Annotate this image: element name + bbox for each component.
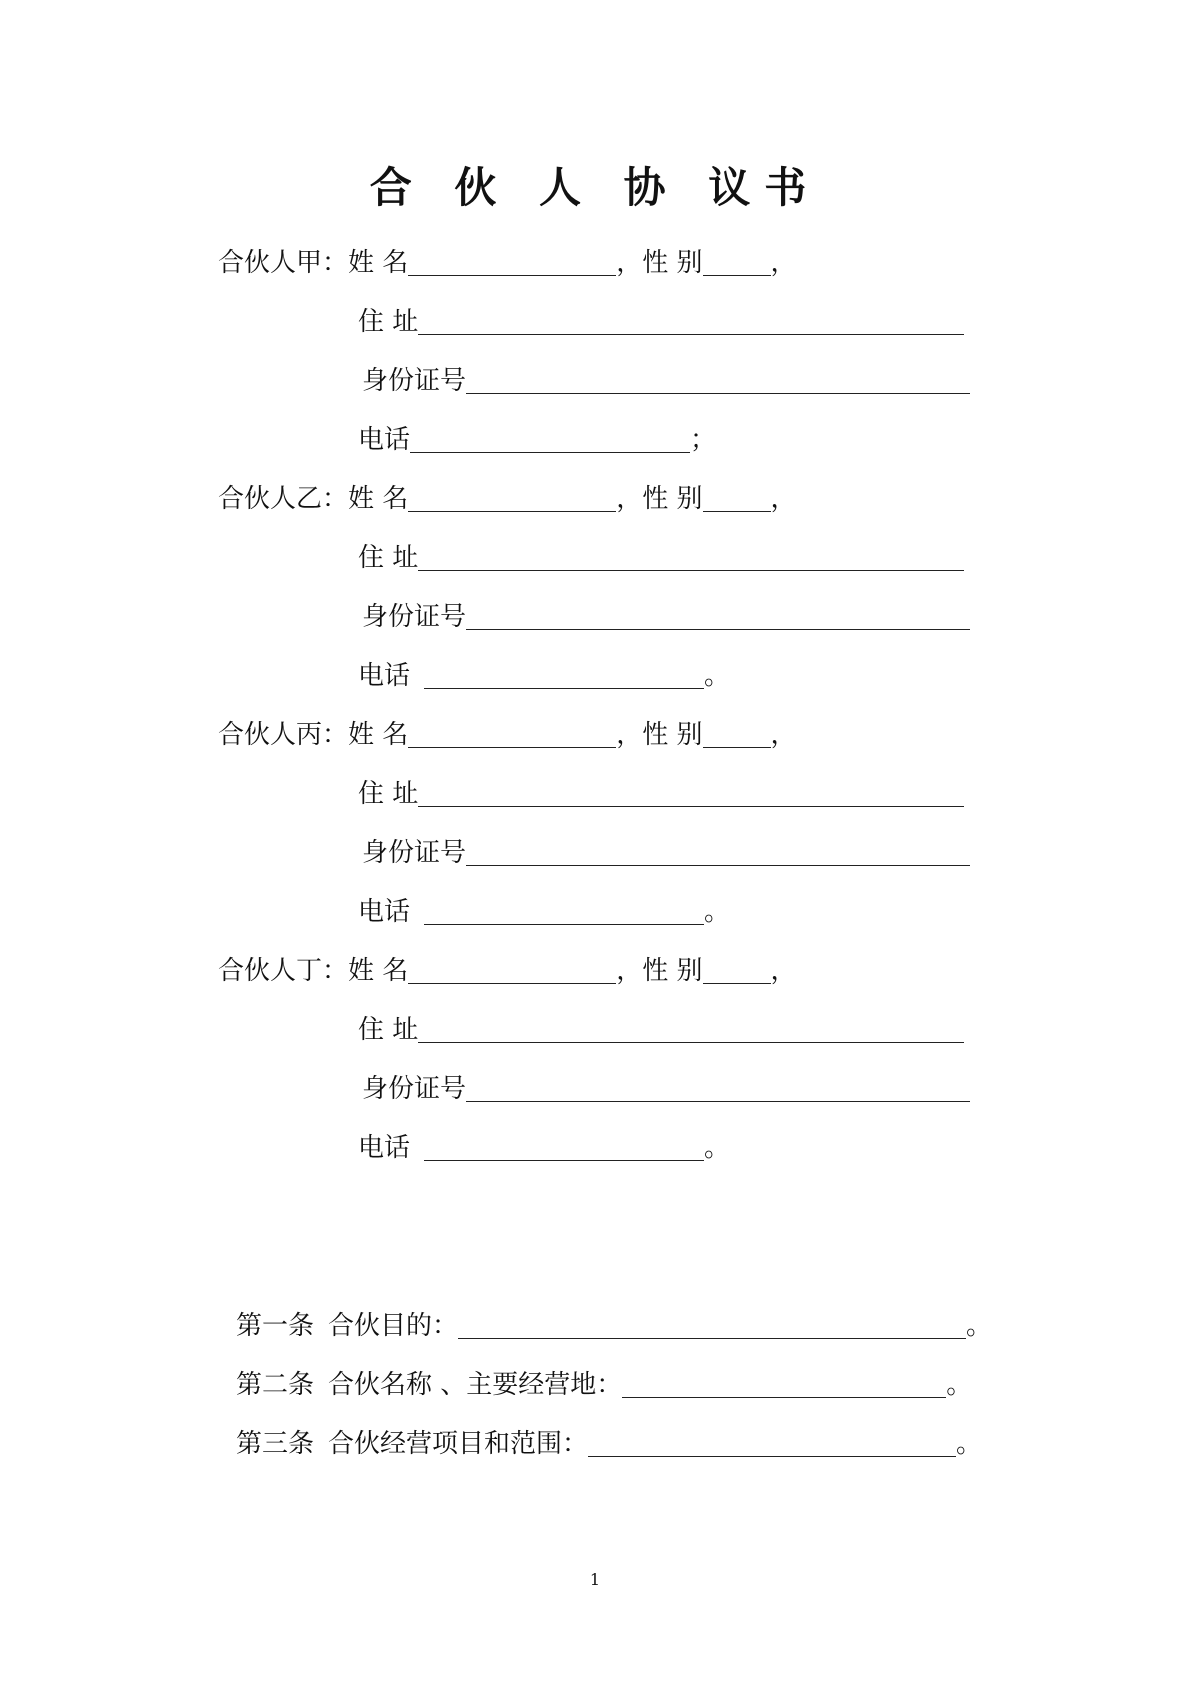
article-end: 。 — [956, 1429, 983, 1459]
partner-c-id-row — [362, 833, 970, 873]
name-blank[interactable] — [408, 715, 616, 748]
gender-blank[interactable] — [703, 243, 771, 276]
gender-blank[interactable] — [703, 951, 771, 984]
article-number: 第三条 — [236, 1429, 315, 1459]
partner-d-id-row — [362, 1069, 970, 1109]
gender-label: ，性 别 — [616, 484, 703, 514]
phone-end: ； — [690, 425, 717, 455]
article-number: 第一条 — [236, 1311, 315, 1341]
article-number: 第二条 — [236, 1370, 315, 1400]
article-end: 。 — [946, 1370, 973, 1400]
partner-b-address-row — [358, 538, 964, 578]
article-3-row — [236, 1424, 982, 1464]
gender-blank[interactable] — [703, 479, 771, 512]
partner-b-name-row — [218, 479, 797, 519]
id-blank[interactable] — [466, 833, 970, 866]
phone-end: 。 — [704, 661, 731, 691]
article-blank[interactable] — [458, 1306, 966, 1339]
phone-blank[interactable] — [424, 1128, 704, 1161]
partner-label: 合伙人乙： — [218, 484, 349, 514]
name-label: 姓 名 — [348, 484, 409, 514]
name-label: 姓 名 — [348, 248, 409, 278]
article-text: 合伙经营项目和范围： — [328, 1429, 589, 1459]
address-label: 住 址 — [358, 307, 419, 337]
id-blank[interactable] — [466, 361, 970, 394]
name-blank[interactable] — [408, 951, 616, 984]
phone-blank[interactable] — [410, 420, 690, 453]
id-blank[interactable] — [466, 597, 970, 630]
gender-end: ， — [770, 720, 797, 750]
partner-label: 合伙人丙： — [218, 720, 349, 750]
partner-a-address-row — [358, 302, 964, 342]
name-label: 姓 名 — [348, 956, 409, 986]
partner-b-id-row — [362, 597, 970, 637]
address-label: 住 址 — [358, 543, 419, 573]
id-blank[interactable] — [466, 1069, 970, 1102]
name-blank[interactable] — [408, 479, 616, 512]
article-text: 合伙名称 、主要经营地： — [328, 1370, 623, 1400]
partner-a-name-row — [218, 243, 797, 283]
address-label: 住 址 — [358, 1015, 419, 1045]
partner-label: 合伙人丁： — [218, 956, 349, 986]
address-blank[interactable] — [418, 302, 964, 335]
partner-c-name-row — [218, 715, 797, 755]
name-label: 姓 名 — [348, 720, 409, 750]
name-blank[interactable] — [408, 243, 616, 276]
article-1-row — [236, 1306, 992, 1346]
page-number: 1 — [589, 1570, 601, 1589]
partner-d-phone-row — [358, 1128, 730, 1168]
address-label: 住 址 — [358, 779, 419, 809]
partner-d-address-row — [358, 1010, 964, 1050]
gender-label: ，性 别 — [616, 720, 703, 750]
id-label: 身份证号 — [362, 602, 467, 632]
article-blank[interactable] — [588, 1424, 956, 1457]
article-text: 合伙目的： — [328, 1311, 459, 1341]
address-blank[interactable] — [418, 538, 964, 571]
gender-blank[interactable] — [703, 715, 771, 748]
partner-c-address-row — [358, 774, 964, 814]
gender-label: ，性 别 — [616, 956, 703, 986]
phone-label: 电话 — [358, 1133, 411, 1163]
partner-b-phone-row — [358, 656, 730, 696]
article-end: 。 — [966, 1311, 993, 1341]
partner-a-phone-row — [358, 420, 716, 460]
document-title: 合 伙 人 协 议书 — [369, 163, 821, 212]
phone-blank[interactable] — [424, 892, 704, 925]
id-label: 身份证号 — [362, 1074, 467, 1104]
gender-end: ， — [770, 956, 797, 986]
address-blank[interactable] — [418, 774, 964, 807]
phone-label: 电话 — [358, 661, 411, 691]
address-blank[interactable] — [418, 1010, 964, 1043]
article-blank[interactable] — [622, 1365, 946, 1398]
partner-c-phone-row — [358, 892, 730, 932]
article-2-row — [236, 1365, 972, 1405]
id-label: 身份证号 — [362, 838, 467, 868]
partner-d-name-row — [218, 951, 797, 991]
partner-label: 合伙人甲： — [218, 248, 349, 278]
phone-label: 电话 — [358, 897, 411, 927]
gender-label: ，性 别 — [616, 248, 703, 278]
gender-end: ， — [770, 248, 797, 278]
partner-a-id-row — [362, 361, 970, 401]
id-label: 身份证号 — [362, 366, 467, 396]
phone-end: 。 — [704, 1133, 731, 1163]
gender-end: ， — [770, 484, 797, 514]
phone-label: 电话 — [358, 425, 411, 455]
phone-end: 。 — [704, 897, 731, 927]
phone-blank[interactable] — [424, 656, 704, 689]
